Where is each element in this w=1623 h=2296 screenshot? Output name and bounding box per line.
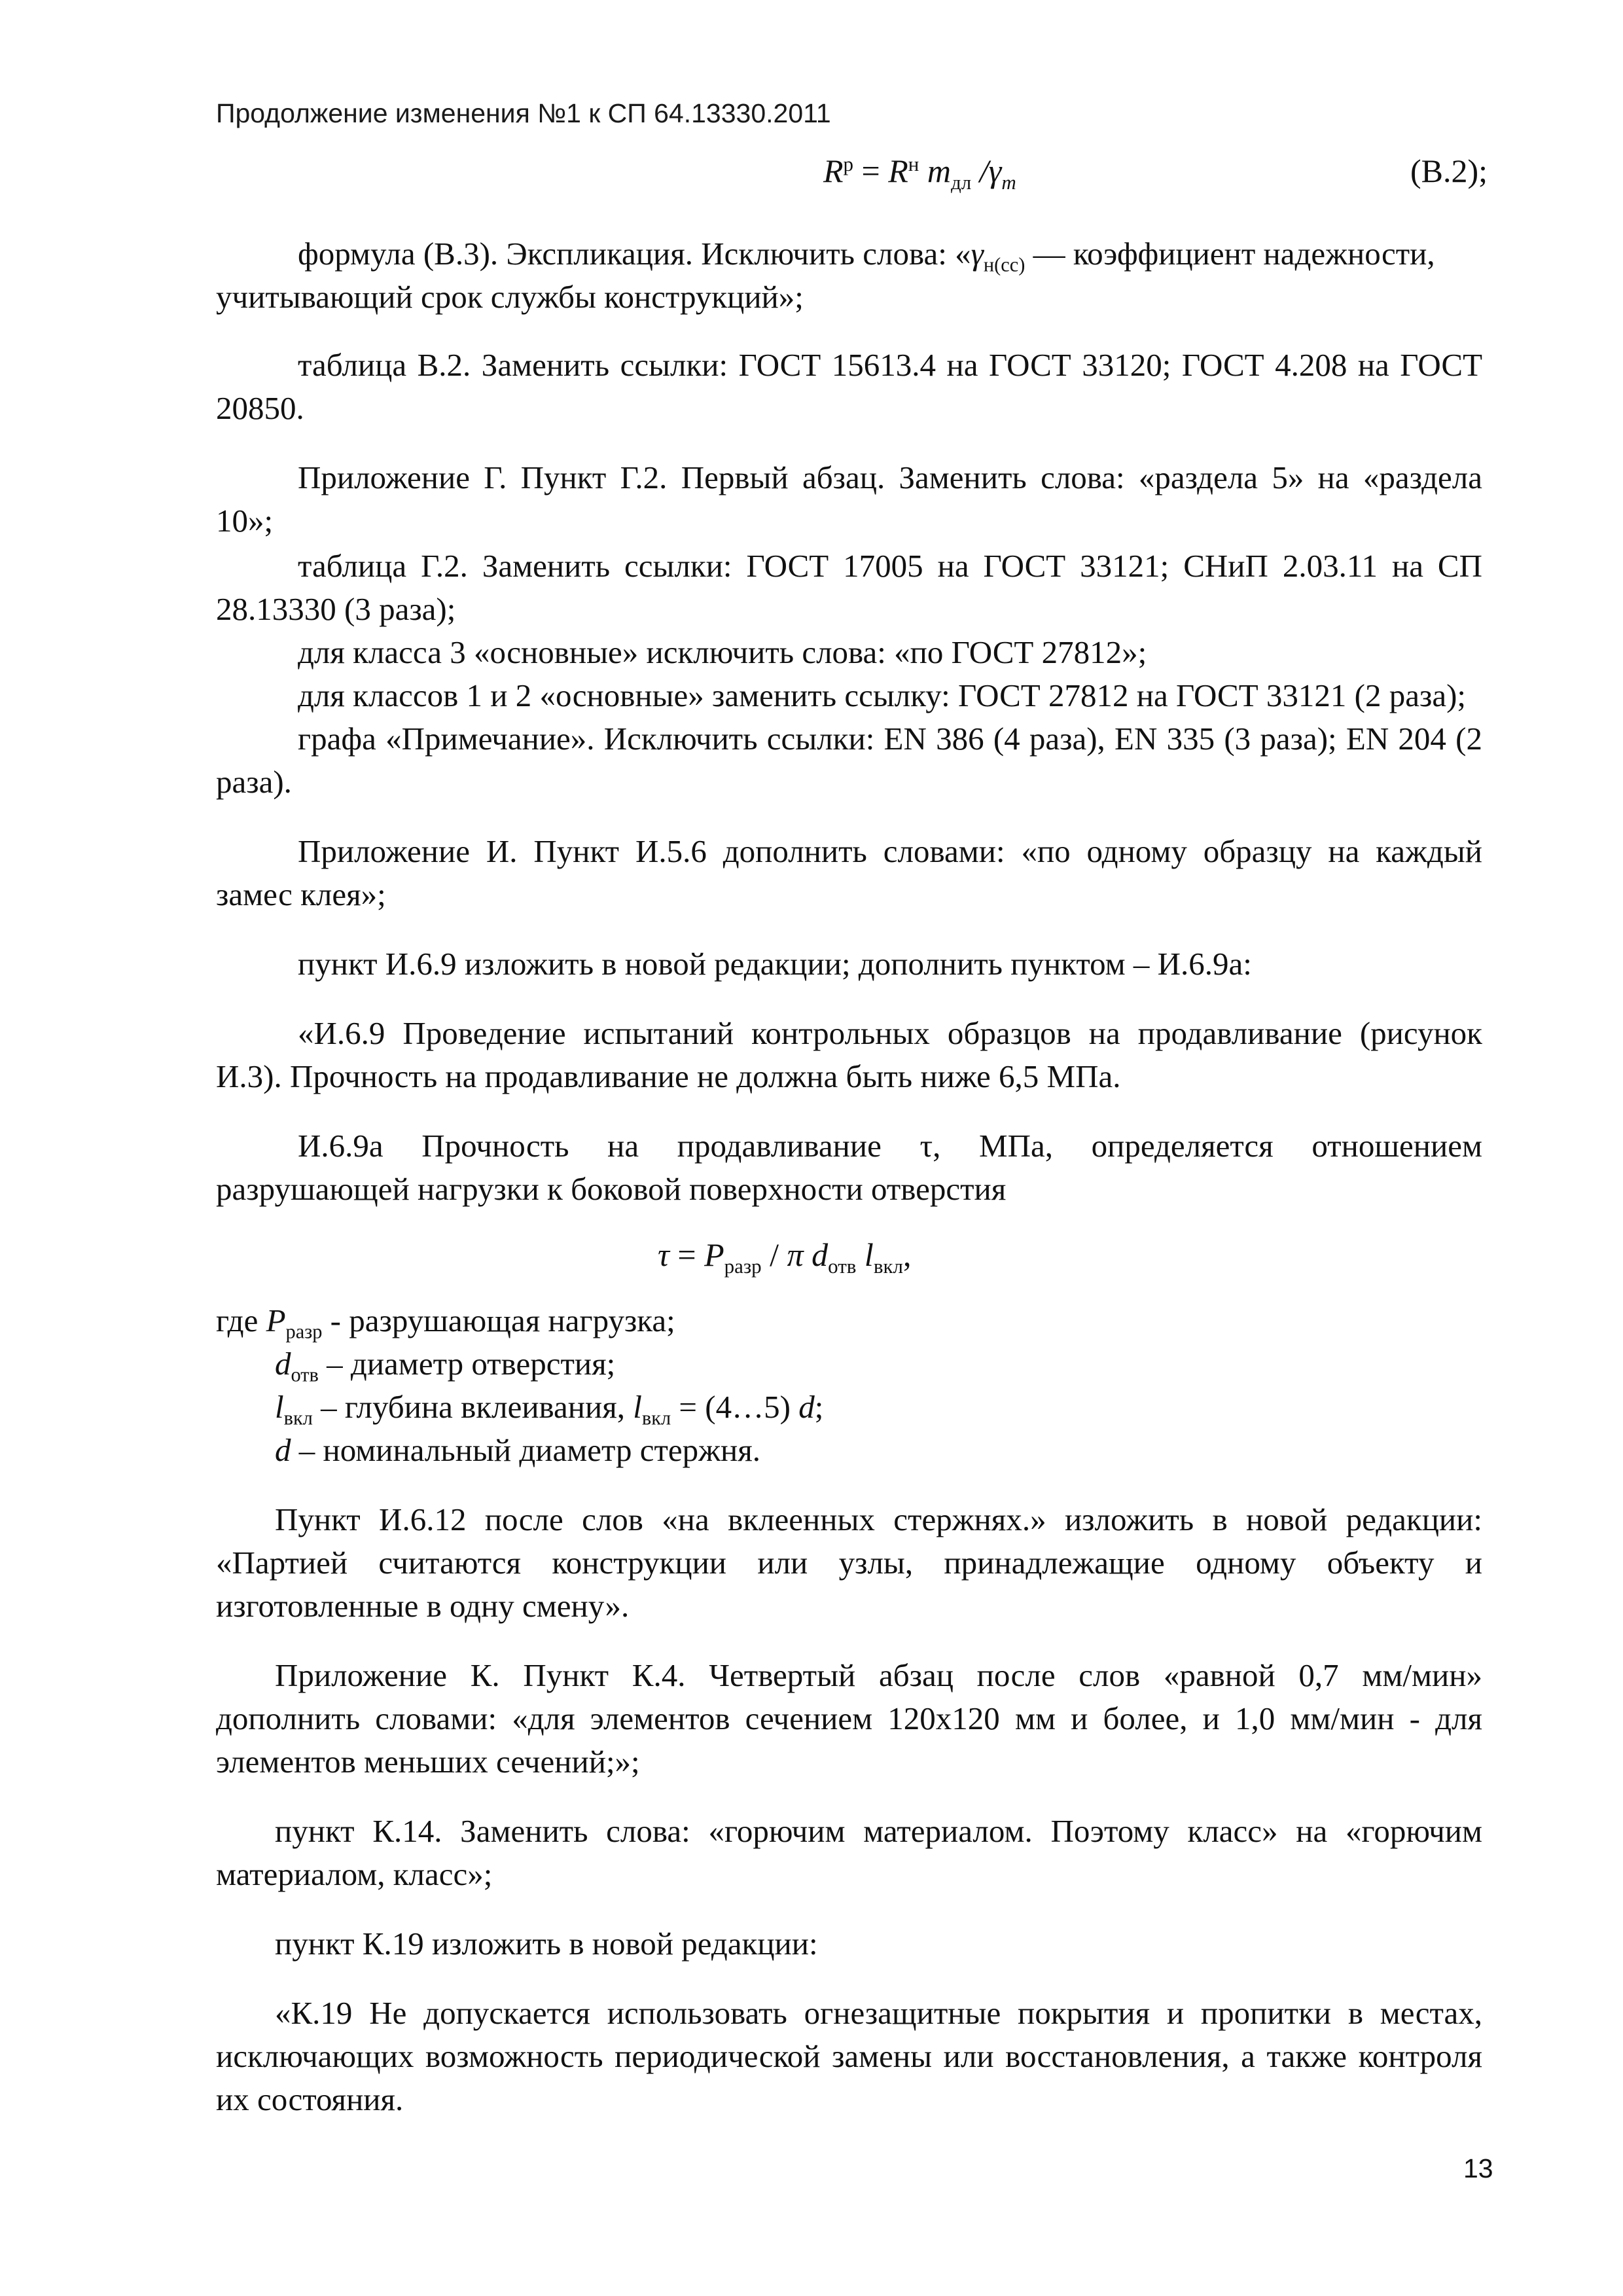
where-l-symbol-2: l	[633, 1389, 642, 1425]
table-v2-line-2: 20850.	[216, 390, 304, 426]
where-p-sub: разр	[285, 1320, 323, 1343]
where-d-symbol: d	[275, 1346, 291, 1382]
where-l-sub: вкл	[283, 1407, 313, 1429]
class-1-2-line: для классов 1 и 2 «основные» заменить ссылку: ГОСТ 27812 на ГОСТ 33121 (2 раза);	[298, 677, 1467, 713]
tau-d: d	[803, 1236, 829, 1273]
where-l-range: = (4…5)	[671, 1389, 799, 1425]
formula-b2-eq: =	[853, 152, 889, 189]
formula-b2-m: m	[919, 152, 951, 189]
page-number: 13	[1463, 2153, 1493, 2183]
where-dnom-line	[275, 1429, 760, 1472]
b3-gamma-sub: н(сс)	[983, 253, 1026, 276]
note-column-line-2: раза).	[216, 764, 292, 800]
tau-eq: =	[669, 1236, 705, 1273]
i69a-line-2: разрушающей нагрузки к боковой поверхности отверстия	[216, 1171, 1007, 1207]
where-l-line	[275, 1386, 823, 1429]
formula-b2-label: (В.2);	[1410, 152, 1488, 189]
running-header: Продолжение изменения №1 к СП 64.13330.2011	[216, 98, 831, 128]
appendix-g-line-1: Приложение Г. Пункт Г.2. Первый абзац. Заменить слова: «раздела 5» на «раздела	[298, 459, 1482, 495]
where-d-text: – диаметр отверстия;	[318, 1346, 616, 1382]
tau-comma: ,	[903, 1236, 912, 1273]
formula-tau	[658, 1236, 912, 1278]
b3-line-1	[298, 232, 1435, 276]
formula-b2-sup-n: н	[908, 152, 919, 175]
tau-symbol: τ	[658, 1236, 669, 1273]
where-l-d: d	[798, 1389, 815, 1425]
b3-line-2: учитывающий срок службы конструкций»;	[216, 279, 804, 315]
where-d-line	[275, 1342, 615, 1386]
k19-new-line-1: «К.19 Не допускается использовать огнезащитные покрытия и пропитки в местах,	[275, 1995, 1482, 2031]
where-l-text: – глубина вклеивания,	[312, 1389, 633, 1425]
tau-slash: /	[761, 1236, 787, 1273]
note-column-line-1: графа «Примечание». Исключить ссылки: EN 386 (4 раза), EN 335 (3 раза); EN 204 (2	[298, 721, 1482, 757]
where-l-symbol: l	[275, 1389, 284, 1425]
tau-p-sub: разр	[724, 1254, 762, 1278]
tau-pi: π	[787, 1236, 804, 1273]
where-dnom-text: – номинальный диаметр стержня.	[291, 1432, 761, 1468]
where-p-line	[216, 1299, 675, 1342]
where-l-end: ;	[814, 1389, 824, 1425]
i69a-line-1: И.6.9а Прочность на продавливание τ, МПа, определяется отношением	[298, 1128, 1482, 1164]
k19-new-line-2: исключающих возможность периодической замены или восстановления, а также контроля	[216, 2038, 1482, 2074]
where-p-text: - разрушающая нагрузка;	[322, 1302, 675, 1338]
formula-b2-r2: R	[888, 152, 908, 189]
where-dnom-symbol: d	[275, 1432, 291, 1468]
formula-b2-r: R	[823, 152, 844, 189]
where-p-symbol: P	[266, 1302, 286, 1338]
appendix-k-line-1: Приложение К. Пункт К.4. Четвертый абзац после слов «равной 0,7 мм/мин»	[275, 1657, 1482, 1693]
i612-line-3: изготовленные в одну смену».	[216, 1588, 630, 1624]
i69-new-line-2: И.3). Прочность на продавливание не должна быть ниже 6,5 МПа.	[216, 1058, 1121, 1094]
tau-l-sub: вкл	[873, 1254, 903, 1278]
b3-gamma: γ	[971, 236, 984, 272]
formula-b2-sup-p: р	[843, 152, 854, 175]
i612-line-2: «Партией считаются конструкции или узлы, принадлежащие одному объекту и	[216, 1545, 1482, 1581]
k19-new-line-3: их состояния.	[216, 2081, 404, 2117]
b3-text-b: — коэффициент надежности,	[1025, 236, 1435, 272]
k14-line-2: материалом, класс»;	[216, 1856, 493, 1892]
formula-b2-sub-dl: дл	[951, 170, 972, 194]
appendix-i-line-1: Приложение И. Пункт И.5.6 дополнить словами: «по одному образцу на каждый	[298, 833, 1482, 869]
formula-b2-gamma: /γ	[971, 152, 1002, 189]
appendix-g-line-2: 10»;	[216, 503, 274, 539]
i69-new-line-1: «И.6.9 Проведение испытаний контрольных образцов на продавливание (рисунок	[298, 1015, 1482, 1051]
where-l-sub-2: вкл	[641, 1407, 671, 1429]
table-v2-line-1: таблица В.2. Заменить ссылки: ГОСТ 15613.4 на ГОСТ 33120; ГОСТ 4.208 на ГОСТ	[298, 347, 1482, 383]
k14-line-1: пункт К.14. Заменить слова: «горючим материалом. Поэтому класс» на «горючим	[275, 1813, 1482, 1849]
class-3-line: для класса 3 «основные» исключить слова: «по ГОСТ 27812»;	[298, 634, 1147, 670]
appendix-i-line-2: замес клея»;	[216, 876, 386, 912]
k19-instruction: пункт К.19 изложить в новой редакции:	[275, 1926, 818, 1962]
where-d-sub: отв	[291, 1363, 319, 1386]
formula-b2	[823, 152, 1016, 194]
tau-p: P	[704, 1236, 724, 1273]
appendix-k-line-2: дополнить словами: «для элементов сечением 120х120 мм и более, и 1,0 мм/мин - для	[216, 1700, 1482, 1736]
b3-text-a: формула (В.3). Экспликация. Исключить слова: «	[298, 236, 971, 272]
i612-line-1: Пункт И.6.12 после слов «на вклеенных стержнях.» изложить в новой редакции:	[275, 1501, 1482, 1537]
table-g2-line-1: таблица Г.2. Заменить ссылки: ГОСТ 17005 на ГОСТ 33121; СНиП 2.03.11 на СП	[298, 548, 1482, 584]
i69-instruction: пункт И.6.9 изложить в новой редакции; дополнить пунктом – И.6.9а:	[298, 946, 1252, 982]
appendix-k-line-3: элементов меньших сечений;»;	[216, 1744, 640, 1780]
formula-b2-sub-m: m	[1001, 170, 1016, 194]
where-p-a: где	[216, 1302, 266, 1338]
table-g2-line-2: 28.13330 (3 раза);	[216, 591, 456, 627]
tau-l: l	[856, 1236, 874, 1273]
tau-d-sub: отв	[828, 1254, 857, 1278]
